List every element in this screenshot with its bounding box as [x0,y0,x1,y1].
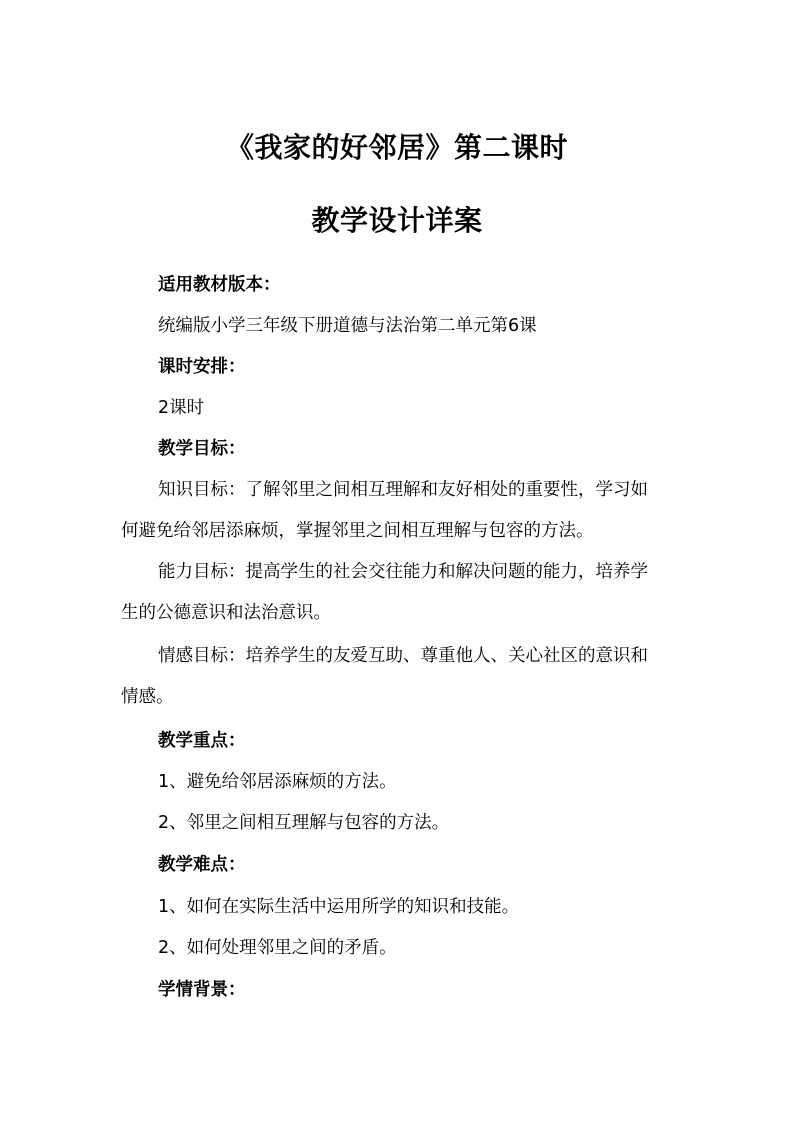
goal-ability-line1: 能力目标：提高学生的社会交往能力和解决问题的能力，培养学 [158,562,648,582]
goals-heading: 教学目标： [158,439,246,459]
difficulty-1: 1、如何在实际生活中运用所学的知识和技能。 [158,897,520,917]
key-point-1: 1、避免给邻居添麻烦的方法。 [158,772,397,792]
schedule-heading: 课时安排： [158,357,246,377]
goal-emotion-line2: 情感。 [121,687,174,707]
document-title-line2: 教学设计详案 [311,204,483,237]
goal-ability-line2: 生的公德意识和法治意识。 [121,603,331,623]
difficulties-heading: 教学难点： [158,855,246,875]
goal-emotion-line1: 情感目标：培养学生的友爱互助、尊重他人、关心社区的意识和 [158,646,648,666]
goal-knowledge-line1: 知识目标：了解邻里之间相互理解和友好相处的重要性，学习如 [158,480,648,500]
document-title-line1: 《我家的好邻居》第二课时 [225,131,568,164]
goal-knowledge-line2: 何避免给邻居添麻烦，掌握邻里之间相互理解与包容的方法。 [121,521,594,541]
edition-heading: 适用教材版本： [158,275,281,295]
difficulty-2: 2、如何处理邻里之间的矛盾。 [158,938,397,958]
background-heading: 学情背景： [158,980,246,1000]
schedule-text: 2课时 [158,398,205,418]
key-point-2: 2、邻里之间相互理解与包容的方法。 [158,813,450,833]
key-points-heading: 教学重点： [158,731,246,751]
edition-text: 统编版小学三年级下册道德与法治第二单元第6课 [158,316,537,336]
